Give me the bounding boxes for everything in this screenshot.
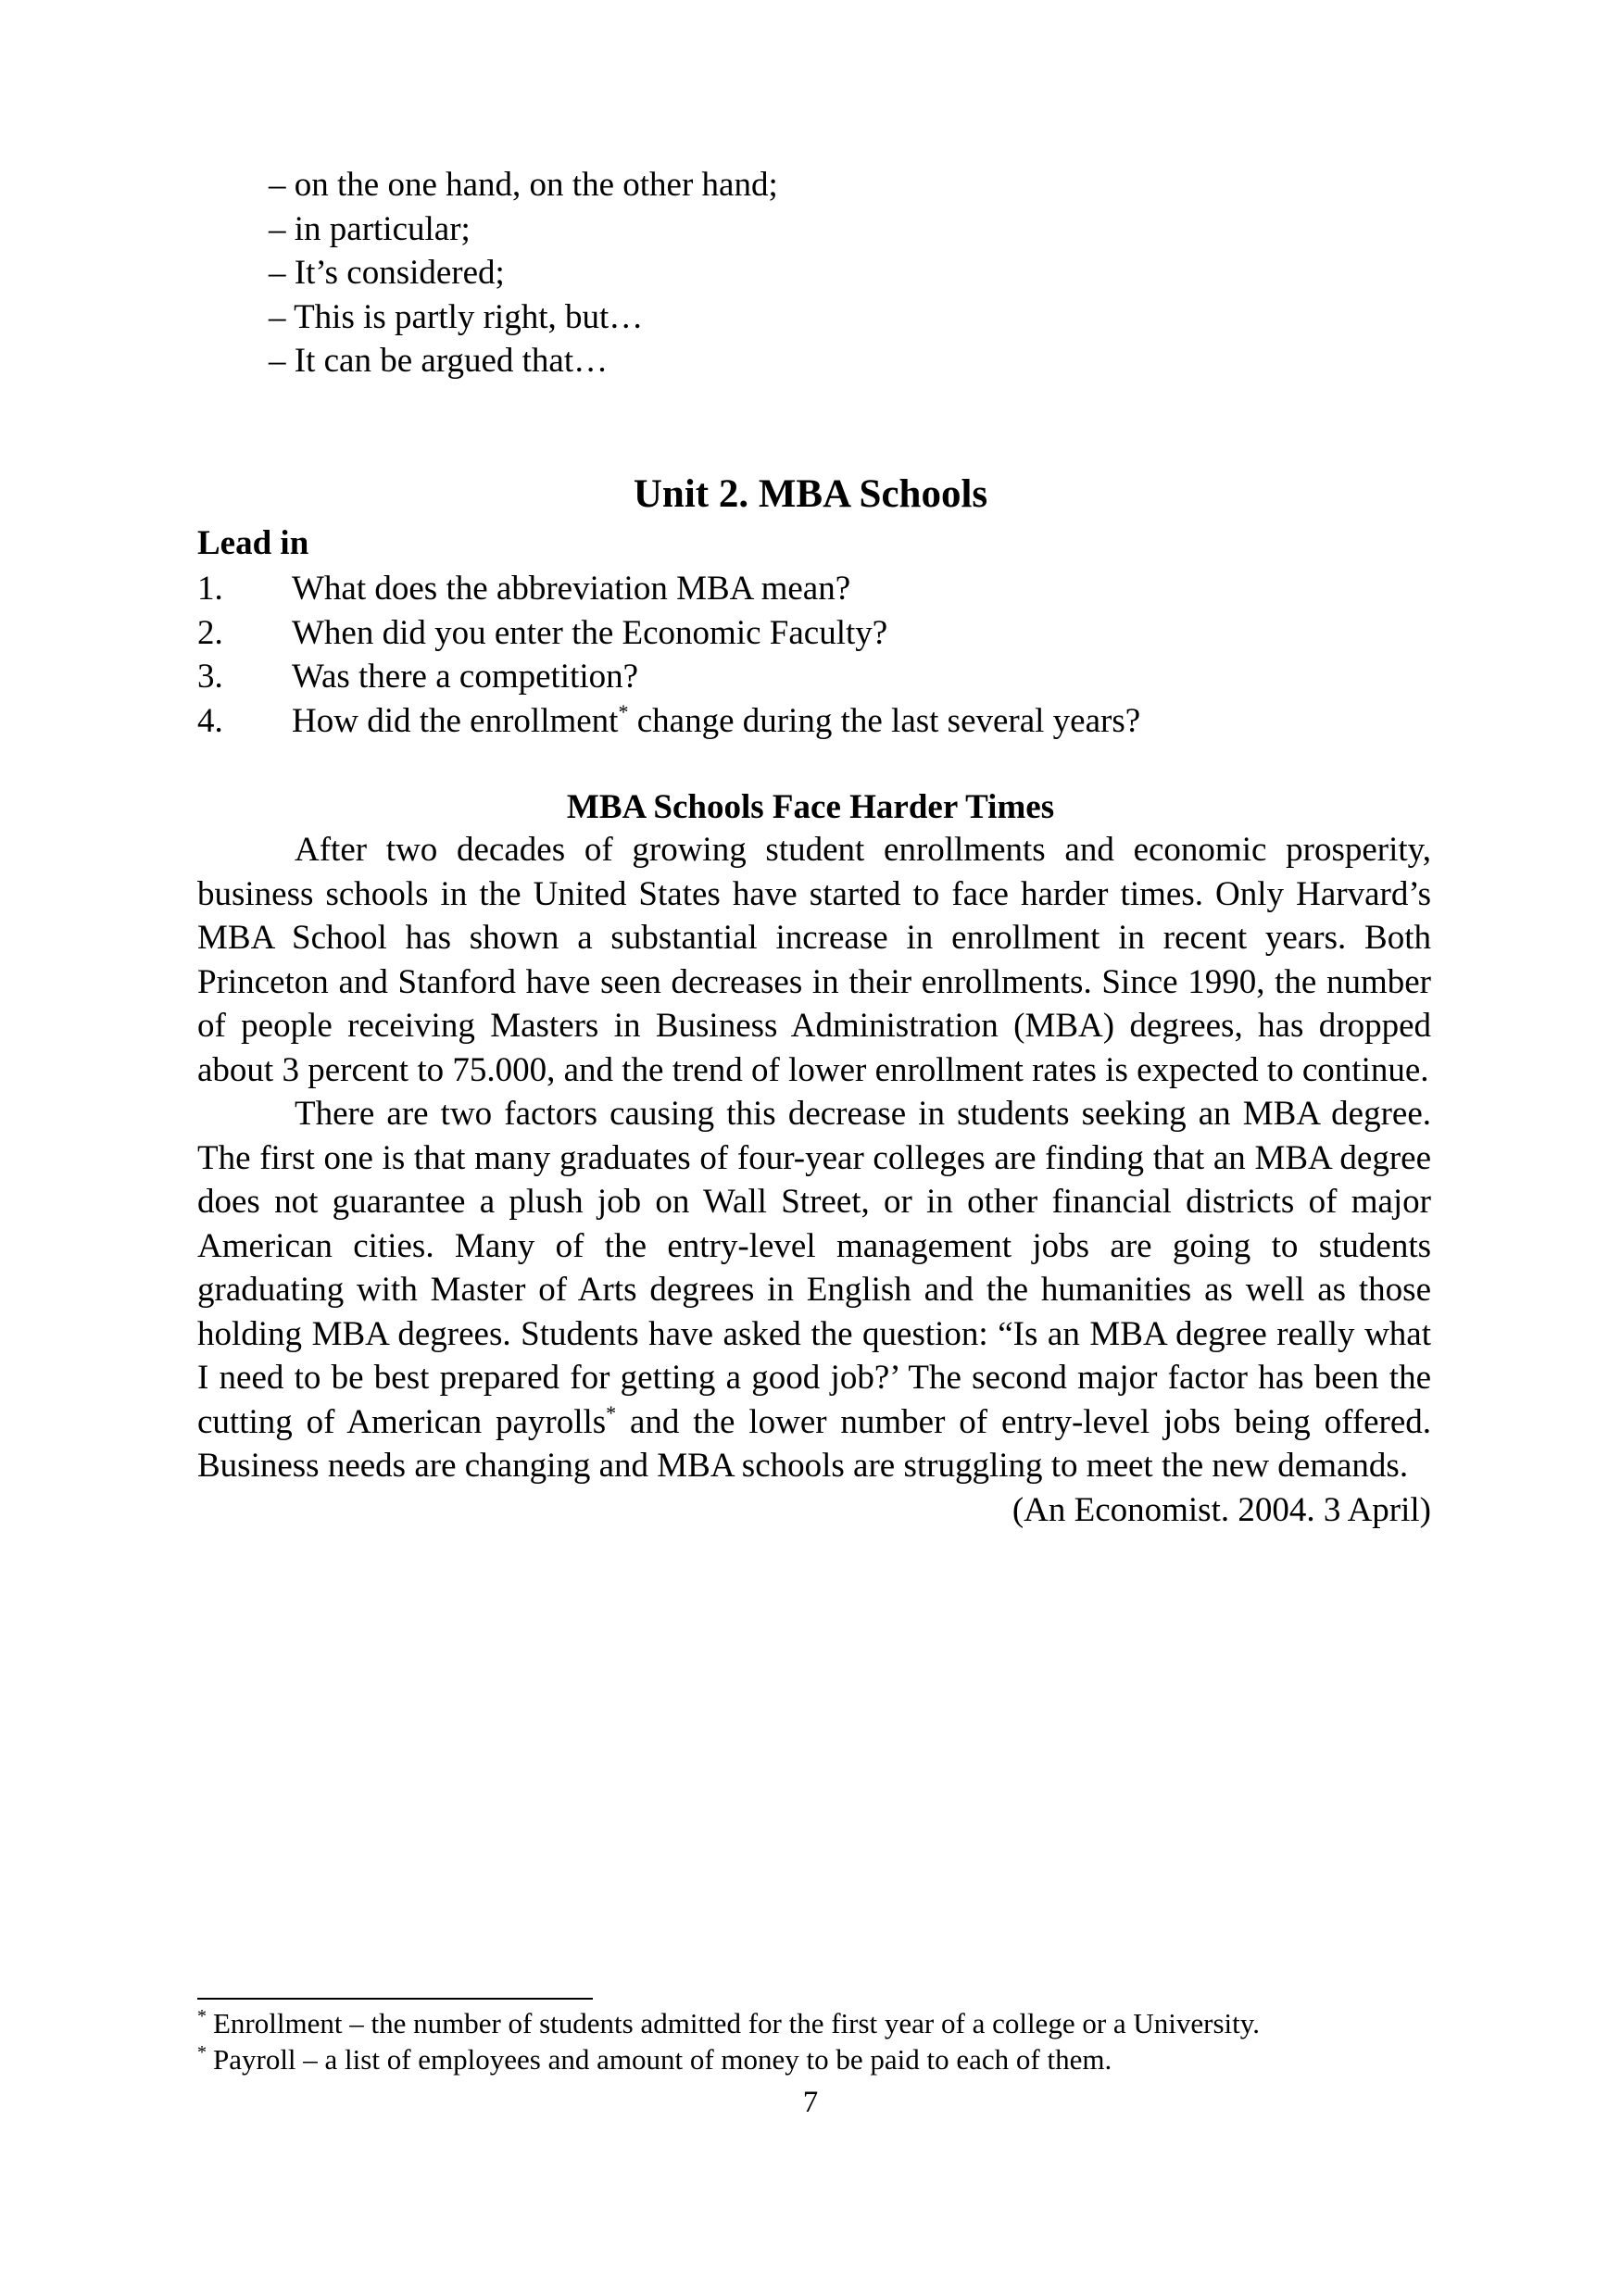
question-text-before: How did the enrollment [292,701,619,740]
footnote-text: Payroll – a list of employees and amount of money to be paid to each of them. [213,2043,1112,2076]
question-item [197,567,1140,611]
lead-in-questions [197,567,1140,743]
unit-title: Unit 2. MBA Schools [633,472,988,516]
footnote-marker: * [606,1400,617,1424]
article-paragraph-2 [197,1092,1431,1488]
phrase-item: – on the one hand, on the other hand; [269,166,778,204]
lead-in-heading: Lead in [197,524,309,562]
question-item [197,699,1140,744]
phrase-item: – in particular; [269,209,471,248]
phrase-list [269,163,778,383]
question-number: 3. [197,658,223,696]
question-item [197,611,1140,656]
footnotes [197,2005,1260,2077]
question-number: 4. [197,701,223,740]
question-text-after: change during the last several years? [628,701,1141,740]
phrase-item: – It can be argued that… [269,342,609,380]
footnote-marker: * [618,699,629,723]
page-number: 7 [802,2086,819,2119]
question-item [197,655,1140,699]
footnote-text: Enrollment – the number of students admitted for the first year of a college or a University. [213,2007,1261,2039]
question-text: What does the abbreviation MBA mean? [292,570,851,608]
question-number: 2. [197,613,223,652]
footnote-item [197,2041,1260,2077]
phrase-item: – It’s considered; [269,254,505,292]
article-source: (An Economist. 2004. 3 April) [1012,1490,1431,1529]
article-paragraph-1: After two decades of growing student enrollments and economic prosperity, business schools in the United States have started to face harder times. Only Harvard’s MBA School has shown a substantial increase in enrollment in recent years. Both Princeton and Stanford have seen decreases in their enrollments. Since 1990, the number of people receiving Masters in Business Administration (MBA) degrees, has dropped about 3 percent to 75.000, and the trend of lower enrollment rates is expected to continue. [197,831,1431,1089]
footnote-item [197,2005,1260,2041]
question-number: 1. [197,570,223,608]
question-text: Was there a competition? [292,658,639,696]
paragraph-text: and the lower number of entry-level jobs being offered. Business needs are changing and MBA schools are struggling to meet the new demands. [197,1402,1431,1485]
article-body [197,828,1431,1532]
footnote-marker: * [197,2006,207,2026]
paragraph-text: There are two factors causing this decrease in students seeking an MBA degree. The first one is that many graduates of four-year colleges are finding that an MBA degree does not guarantee a plush job on Wall Street, or in other financial districts of major American cities. Many of the entry-level management jobs are going to students graduating with Master of Arts degrees in English and the humanities as well as those holding MBA degrees. Students have asked the question: “Is an MBA degree really what I need to be best prepared for getting a good job?’ The second major factor has been the cutting of American payrolls [197,1095,1431,1441]
phrase-item: – This is partly right, but… [269,297,644,336]
footnote-marker: * [197,2042,207,2063]
question-text: When did you enter the Economic Faculty? [292,613,888,652]
footnote-divider [197,1998,593,2000]
article-title: MBA Schools Face Harder Times [566,788,1055,826]
